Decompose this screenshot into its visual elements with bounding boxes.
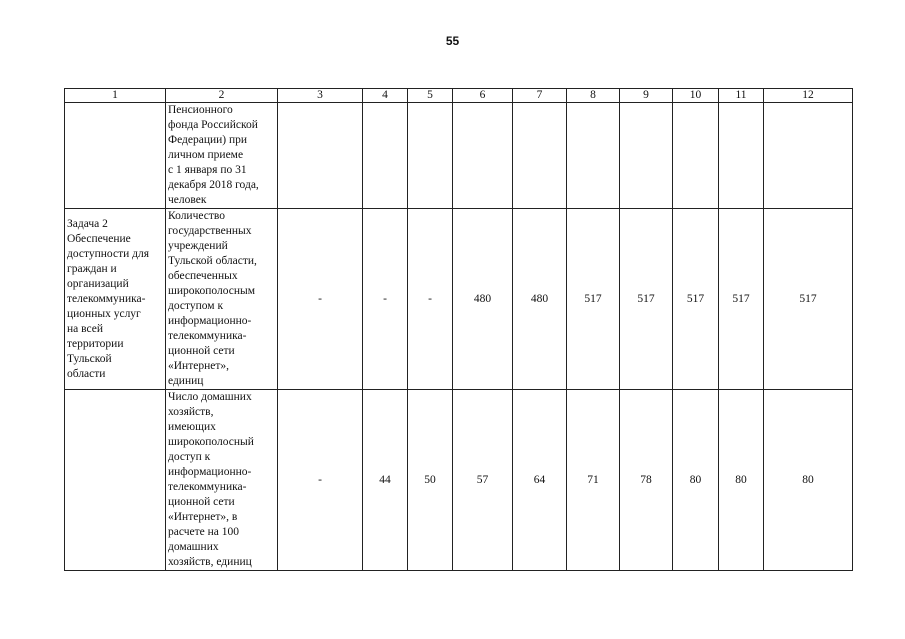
header-cell: 5 <box>408 89 453 103</box>
value-cell: 517 <box>620 209 673 390</box>
value-cell <box>673 103 719 209</box>
header-cell: 10 <box>673 89 719 103</box>
indicator-name-cell: Количество государственных учреждений Тульской области, обеспеченных широкополосным доступом к информационно- телекоммуника- ционной сети «Интернет», единиц <box>166 209 278 390</box>
header-cell: 11 <box>719 89 764 103</box>
value-cell: 517 <box>764 209 853 390</box>
table-row <box>65 390 853 571</box>
value-cell <box>567 103 620 209</box>
value-cell <box>513 103 567 209</box>
header-cell: 3 <box>278 89 363 103</box>
value-cell <box>719 103 764 209</box>
value-cell: 517 <box>567 209 620 390</box>
header-cell: 4 <box>363 89 408 103</box>
header-cell: 2 <box>166 89 278 103</box>
header-cell: 1 <box>65 89 166 103</box>
indicator-name-cell: Пенсионного фонда Российской Федерации) при личном приеме с 1 января по 31 декабря 2018 года, человек <box>166 103 278 209</box>
header-cell: 6 <box>453 89 513 103</box>
value-cell: 44 <box>363 390 408 571</box>
indicator-table <box>64 88 853 571</box>
header-cell: 12 <box>764 89 853 103</box>
task-cell <box>65 390 166 571</box>
page-number: 55 <box>445 34 460 48</box>
value-cell <box>278 103 363 209</box>
value-cell <box>408 103 453 209</box>
value-cell: 480 <box>513 209 567 390</box>
value-cell: - <box>408 209 453 390</box>
value-cell: 80 <box>673 390 719 571</box>
task-cell <box>65 103 166 209</box>
header-cell: 9 <box>620 89 673 103</box>
value-cell: 64 <box>513 390 567 571</box>
value-cell: - <box>363 209 408 390</box>
value-cell: 517 <box>673 209 719 390</box>
value-cell: 80 <box>719 390 764 571</box>
task-cell: Задача 2 Обеспечение доступности для граждан и организаций телекоммуника- ционных услуг на всей территории Тульской области <box>65 209 166 390</box>
value-cell <box>620 103 673 209</box>
value-cell: 480 <box>453 209 513 390</box>
header-cell: 7 <box>513 89 567 103</box>
value-cell: 80 <box>764 390 853 571</box>
value-cell: 71 <box>567 390 620 571</box>
value-cell <box>453 103 513 209</box>
value-cell: 50 <box>408 390 453 571</box>
table-row <box>65 209 853 390</box>
table-header-row <box>65 89 853 103</box>
value-cell: 517 <box>719 209 764 390</box>
header-cell: 8 <box>567 89 620 103</box>
value-cell <box>764 103 853 209</box>
value-cell: - <box>278 209 363 390</box>
value-cell: - <box>278 390 363 571</box>
indicator-name-cell: Число домашних хозяйств, имеющих широкополосный доступ к информационно- телекоммуника- ционной сети «Интернет», в расчете на 100 домашних хозяйств, единиц <box>166 390 278 571</box>
value-cell: 78 <box>620 390 673 571</box>
value-cell: 57 <box>453 390 513 571</box>
table-row <box>65 103 853 209</box>
value-cell <box>363 103 408 209</box>
